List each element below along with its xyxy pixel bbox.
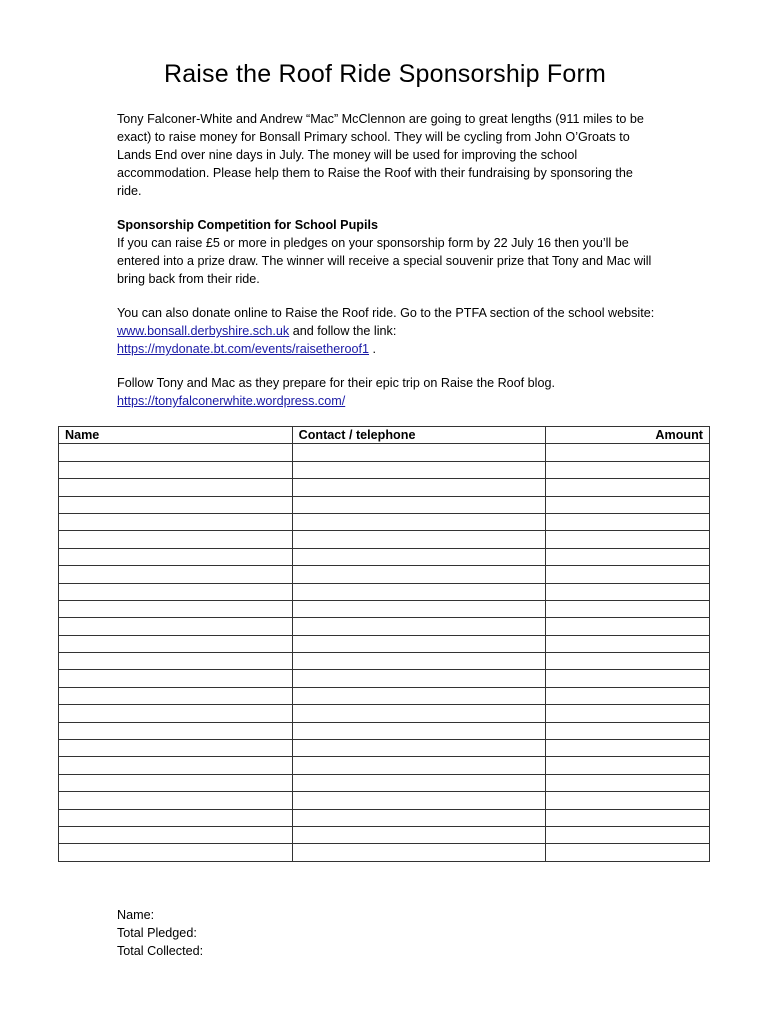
amount-cell[interactable] — [546, 757, 710, 774]
contact-cell[interactable] — [292, 635, 546, 652]
amount-cell[interactable] — [546, 600, 710, 617]
table-row — [59, 774, 710, 791]
table-row — [59, 809, 710, 826]
table-row — [59, 722, 710, 739]
contact-cell[interactable] — [292, 844, 546, 861]
name-cell[interactable] — [59, 618, 293, 635]
table-row — [59, 792, 710, 809]
amount-cell[interactable] — [546, 566, 710, 583]
table-row — [59, 740, 710, 757]
table-row — [59, 513, 710, 530]
table-row — [59, 531, 710, 548]
donate-paragraph — [117, 304, 657, 358]
name-cell[interactable] — [59, 844, 293, 861]
contact-cell[interactable] — [292, 653, 546, 670]
name-cell[interactable] — [59, 809, 293, 826]
amount-cell[interactable] — [546, 479, 710, 496]
name-label: Name: — [117, 908, 155, 922]
blog-text: Follow Tony and Mac as they prepare for their epic trip on Raise the Roof blog. — [117, 376, 555, 390]
table-header-row — [59, 427, 710, 444]
amount-cell[interactable] — [546, 513, 710, 530]
name-cell[interactable] — [59, 653, 293, 670]
amount-cell[interactable] — [546, 583, 710, 600]
table-row — [59, 826, 710, 843]
intro-paragraph: Tony Falconer-White and Andrew “Mac” McClennon are going to great lengths (911 miles to be exact) to raise money for Bonsall Primary school. They will be cycling from John O’Groats to Lands End over nine days in July. The money will be used for improving the school accommodation. Please help them to Raise the Roof with their fundraising by sponsoring the ride. — [117, 112, 644, 198]
amount-cell[interactable] — [546, 531, 710, 548]
header-contact: Contact / telephone — [292, 427, 546, 444]
table-row — [59, 548, 710, 565]
total-pledged-label: Total Pledged: — [117, 926, 197, 940]
table-row — [59, 461, 710, 478]
name-cell[interactable] — [59, 740, 293, 757]
table-row — [59, 583, 710, 600]
contact-cell[interactable] — [292, 461, 546, 478]
form-body — [117, 110, 657, 410]
table-row — [59, 653, 710, 670]
competition-heading: Sponsorship Competition for School Pupils — [117, 218, 378, 232]
contact-cell[interactable] — [292, 444, 546, 461]
name-cell[interactable] — [59, 566, 293, 583]
amount-cell[interactable] — [546, 653, 710, 670]
contact-cell[interactable] — [292, 531, 546, 548]
contact-cell[interactable] — [292, 670, 546, 687]
table-row — [59, 618, 710, 635]
amount-cell[interactable] — [546, 809, 710, 826]
contact-cell[interactable] — [292, 792, 546, 809]
name-cell[interactable] — [59, 687, 293, 704]
name-cell[interactable] — [59, 635, 293, 652]
table-row — [59, 566, 710, 583]
name-cell[interactable] — [59, 722, 293, 739]
table-row — [59, 844, 710, 861]
table-row — [59, 444, 710, 461]
amount-cell[interactable] — [546, 496, 710, 513]
amount-cell[interactable] — [546, 705, 710, 722]
name-cell[interactable] — [59, 705, 293, 722]
contact-cell[interactable] — [292, 496, 546, 513]
contact-cell[interactable] — [292, 809, 546, 826]
contact-cell[interactable] — [292, 740, 546, 757]
contact-cell[interactable] — [292, 600, 546, 617]
amount-cell[interactable] — [546, 792, 710, 809]
name-cell[interactable] — [59, 826, 293, 843]
amount-cell[interactable] — [546, 461, 710, 478]
contact-cell[interactable] — [292, 479, 546, 496]
name-cell[interactable] — [59, 444, 293, 461]
contact-cell[interactable] — [292, 583, 546, 600]
donate-trailing: . — [369, 342, 377, 356]
header-amount: Amount — [546, 427, 710, 444]
amount-cell[interactable] — [546, 687, 710, 704]
name-cell[interactable] — [59, 757, 293, 774]
contact-cell[interactable] — [292, 513, 546, 530]
school-website-link[interactable]: www.bonsall.derbyshire.sch.uk — [117, 324, 290, 338]
name-cell[interactable] — [59, 513, 293, 530]
table-row — [59, 705, 710, 722]
table-row — [59, 479, 710, 496]
amount-cell[interactable] — [546, 548, 710, 565]
amount-cell[interactable] — [546, 740, 710, 757]
name-cell[interactable] — [59, 479, 293, 496]
mydonate-link[interactable]: https://mydonate.bt.com/events/raisetheroof1 — [117, 342, 370, 356]
contact-cell[interactable] — [292, 774, 546, 791]
name-cell[interactable] — [59, 461, 293, 478]
amount-cell[interactable] — [546, 722, 710, 739]
amount-cell[interactable] — [546, 444, 710, 461]
contact-cell[interactable] — [292, 826, 546, 843]
table-row — [59, 600, 710, 617]
name-cell[interactable] — [59, 600, 293, 617]
table-row — [59, 635, 710, 652]
blog-link[interactable]: https://tonyfalconerwhite.wordpress.com/ — [117, 394, 346, 408]
donate-text-after: and follow the link: — [289, 324, 397, 338]
contact-cell[interactable] — [292, 687, 546, 704]
competition-paragraph: If you can raise £5 or more in pledges on your sponsorship form by 22 July 16 then you’ll be entered into a prize draw. The winner will receive a special souvenir prize that Tony and Mac will bring back from their ride. — [117, 236, 652, 286]
amount-cell[interactable] — [546, 826, 710, 843]
amount-cell[interactable] — [546, 635, 710, 652]
name-cell[interactable] — [59, 670, 293, 687]
contact-cell[interactable] — [292, 757, 546, 774]
contact-cell[interactable] — [292, 722, 546, 739]
amount-cell[interactable] — [546, 844, 710, 861]
contact-cell[interactable] — [292, 705, 546, 722]
name-cell[interactable] — [59, 531, 293, 548]
header-name: Name — [59, 427, 293, 444]
table-row — [59, 757, 710, 774]
sponsor-table — [58, 426, 710, 862]
contact-cell[interactable] — [292, 618, 546, 635]
name-cell[interactable] — [59, 583, 293, 600]
amount-cell[interactable] — [546, 618, 710, 635]
name-cell[interactable] — [59, 496, 293, 513]
name-cell[interactable] — [59, 774, 293, 791]
contact-cell[interactable] — [292, 566, 546, 583]
table-row — [59, 670, 710, 687]
name-cell[interactable] — [59, 792, 293, 809]
page-title: Raise the Roof Ride Sponsorship Form — [163, 60, 607, 88]
table-row — [59, 496, 710, 513]
amount-cell[interactable] — [546, 774, 710, 791]
contact-cell[interactable] — [292, 548, 546, 565]
name-cell[interactable] — [59, 548, 293, 565]
total-collected-label: Total Collected: — [117, 944, 204, 958]
totals-block — [117, 906, 203, 960]
donate-text: You can also donate online to Raise the Roof ride. Go to the PTFA section of the school website: — [117, 306, 655, 320]
amount-cell[interactable] — [546, 670, 710, 687]
table-row — [59, 687, 710, 704]
